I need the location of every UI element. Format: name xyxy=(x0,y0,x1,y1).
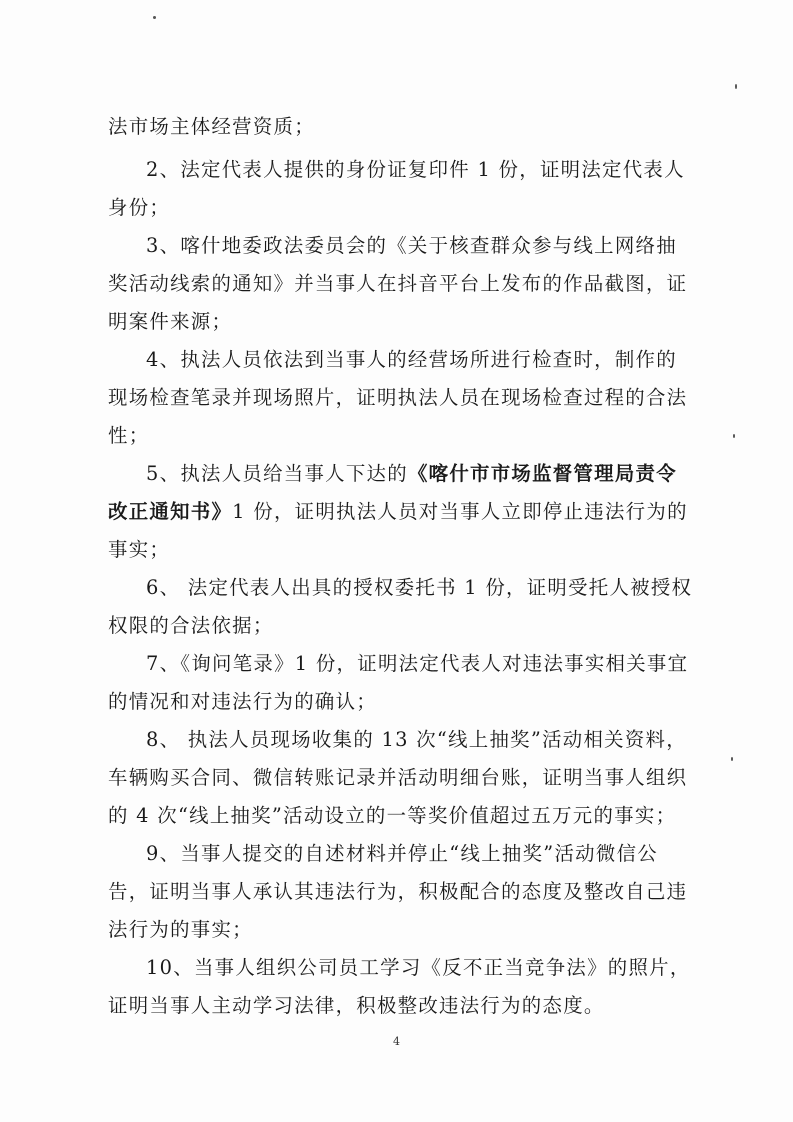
document-title-reference: 《喀什市市场监督管理局责令 xyxy=(407,462,677,485)
text-line: 现场检查笔录并现场照片，证明执法人员在现场检查过程的合法 xyxy=(108,386,688,409)
text-line: 明案件来源； xyxy=(108,310,233,333)
text-line: 奖活动线索的通知》并当事人在抖音平台上发布的作品截图，证 xyxy=(108,272,688,295)
text-line: 的 4 次“线上抽奖”活动设立的一等奖价值超过五万元的事实； xyxy=(108,804,677,827)
text-line: 9、当事人提交的自述材料并停止“线上抽奖”活动微信公 xyxy=(146,842,658,865)
text-line: 法行为的事实； xyxy=(108,918,253,941)
text-line: 车辆购买合同、微信转账记录并活动明细台账，证明当事人组织 xyxy=(108,766,688,789)
text-line xyxy=(108,497,688,527)
text-line: 权限的合法依据； xyxy=(108,614,274,637)
text-line: 证明当事人主动学习法律，积极整改违法行为的态度。 xyxy=(108,994,605,1017)
text-line: 性； xyxy=(108,424,150,447)
page-number: 4 xyxy=(393,1035,400,1048)
scan-speck xyxy=(735,84,737,89)
text-line xyxy=(146,459,677,489)
document-title-reference: 改正通知书》 xyxy=(108,500,233,523)
text-line: 法市场主体经营资质； xyxy=(108,115,315,138)
text-line: 4、执法人员依法到当事人的经营场所进行检查时，制作的 xyxy=(146,348,677,371)
text-line: 身份； xyxy=(108,196,171,219)
scan-speck xyxy=(731,757,733,761)
text-line: 事实； xyxy=(108,538,171,561)
scan-speck xyxy=(153,16,156,19)
text-line: 6、 法定代表人出具的授权委托书 1 份，证明受托人被授权 xyxy=(146,576,693,599)
text-line: 7、《询问笔录》1 份，证明法定代表人对违法事实相关事宜 xyxy=(146,652,689,675)
text-line: 3、喀什地委政法委员会的《关于核查群众参与线上网络抽 xyxy=(146,234,677,257)
scan-speck xyxy=(733,434,735,438)
text-line: 的情况和对违法行为的确认； xyxy=(108,690,377,713)
text-line: 10、当事人组织公司员工学习《反不正当竞争法》的照片， xyxy=(146,956,691,979)
text-line: 告，证明当事人承认其违法行为，积极配合的态度及整改自己违 xyxy=(108,880,688,903)
text-line: 2、法定代表人提供的身份证复印件 1 份，证明法定代表人 xyxy=(146,158,685,181)
text-run: 1 份，证明执法人员对当事人立即停止违法行为的 xyxy=(232,500,688,523)
text-line: 8、 执法人员现场收集的 13 次“线上抽奖”活动相关资料， xyxy=(146,728,687,751)
text-run: 5、执法人员给当事人下达的 xyxy=(146,462,408,485)
